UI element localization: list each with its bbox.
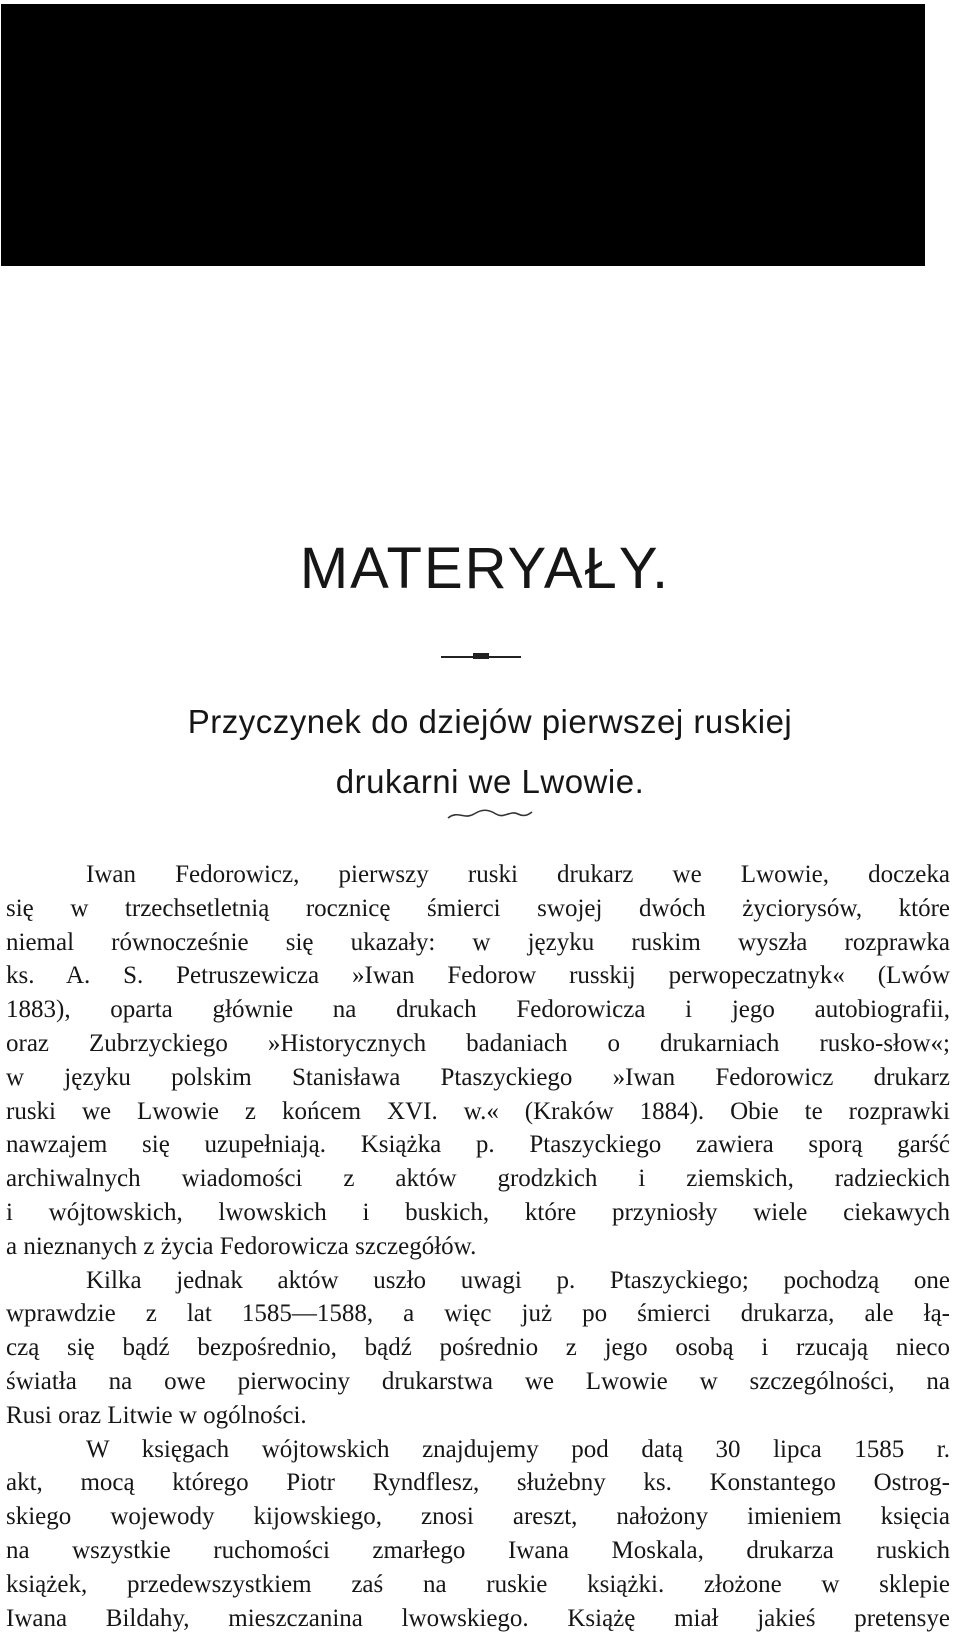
- text-line: wprawdzie z lat 1585—1588, a więc już po śmierci drukarza, ale łą-: [6, 1300, 950, 1328]
- article-title: [0, 692, 960, 812]
- page-title: MATERYAŁY.: [299, 536, 671, 601]
- text-line: ks. A. S. Petruszewicza »Iwan Fedorow russkij perwopeczatnyk« (Lwów: [6, 962, 950, 990]
- text-line: książek, przedewszystkiem zaś na ruskie książki. złożone w sklepie: [6, 1570, 950, 1598]
- text-line: archiwalnych wiadomości z aktów grodzkich i ziemskich, radzieckich: [6, 1165, 950, 1193]
- text-line: skiego wojewody kijowskiego, znosi areszt, nałożony imieniem księcia: [6, 1503, 950, 1531]
- text-line: akt, mocą którego Piotr Ryndflesz, służebny ks. Konstantego Ostrog-: [6, 1469, 950, 1497]
- article-title-line: Przyczynek do dziejów pierwszej ruskiej: [187, 703, 793, 740]
- redacted-block: [1, 4, 925, 266]
- text-line: ruski we Lwowie z końcem XVI. w.« (Kraków 1884). Obie te rozprawki: [6, 1097, 950, 1125]
- text-line: nawzajem się uzupełniają. Książka p. Ptaszyckiego zawiera sporą garść: [6, 1131, 950, 1159]
- text-line: Rusi oraz Litwie w ogólności.: [6, 1401, 307, 1429]
- text-line: Iwana Bildahy, mieszczanina lwowskiego. Książę miał jakieś pretensye: [6, 1604, 950, 1632]
- text-line: światła na owe pierwociny drukarstwa we Lwowie w szczególności, na: [6, 1367, 950, 1395]
- ornament-divider: [440, 806, 540, 822]
- text-line: oraz Zubrzyckiego »Historycznych badaniach o drukarniach rusko-słow«;: [6, 1029, 950, 1057]
- text-line: 1883), oparta głównie na drukach Fedorowicza i jego autobiografii,: [6, 996, 950, 1024]
- text-line: czą się bądź bezpośrednio, bądź pośrednio z jego osobą i rzucają nieco: [6, 1334, 950, 1362]
- title-divider-mark: [473, 653, 489, 659]
- article-body: [6, 858, 950, 1632]
- article-title-line: drukarni we Lwowie.: [335, 763, 645, 800]
- text-line: W księgach wójtowskich znajdujemy pod datą 30 lipca 1585 r.: [86, 1435, 950, 1463]
- text-line: w języku polskim Stanisława Ptaszyckiego »Iwan Fedorowicz drukarz: [6, 1063, 950, 1091]
- text-line: i wójtowskich, lwowskich i buskich, które przyniosły wiele ciekawych: [6, 1198, 950, 1226]
- text-line: Kilka jednak aktów uszło uwagi p. Ptaszyckiego; pochodzą one: [86, 1266, 950, 1294]
- text-line: a nieznanych z życia Fedorowicza szczegółów.: [6, 1232, 477, 1260]
- text-line: na wszystkie ruchomości zmarłego Iwana Moskala, drukarza ruskich: [6, 1536, 950, 1564]
- text-line: się w trzechsetletnią rocznicę śmierci swojej dwóch życiorysów, które: [6, 894, 950, 922]
- text-line: niemal równocześnie się ukazały: w języku ruskim wyszła rozprawka: [6, 928, 950, 956]
- text-line: Iwan Fedorowicz, pierwszy ruski drukarz we Lwowie, doczeka: [86, 861, 950, 888]
